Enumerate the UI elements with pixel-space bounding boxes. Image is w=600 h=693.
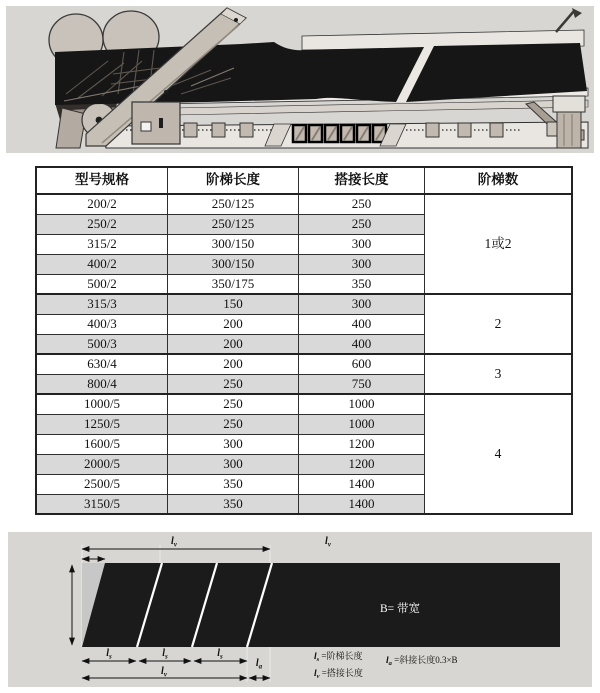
table-cell: 1000/5: [36, 394, 168, 414]
legend-item-ls: $l_s$ =阶梯长度: [314, 651, 363, 663]
table-row: [36, 394, 572, 414]
corner-handle: [556, 8, 582, 32]
dim-label-ls-3: $l_s$: [217, 648, 223, 661]
table-cell: 1600/5: [36, 434, 168, 454]
table-cell: 200: [168, 354, 299, 374]
table-cell: 200: [168, 334, 299, 354]
table-cell: 800/4: [36, 374, 168, 394]
belt-plan-view: [82, 563, 560, 647]
clamp-feet-right: [426, 123, 503, 137]
table-cell: 300: [299, 254, 425, 274]
table-cell: 630/4: [36, 354, 168, 374]
steps-count-cell: 1或2: [425, 194, 573, 294]
table-cell: 300: [168, 454, 299, 474]
spec-table-body: [36, 194, 572, 514]
table-cell: 1000: [299, 414, 425, 434]
table-cell: 300/150: [168, 254, 299, 274]
table-cell: 400/2: [36, 254, 168, 274]
table-cell: 1250/5: [36, 414, 168, 434]
table-cell: 2500/5: [36, 474, 168, 494]
splice-press-illustration: [6, 6, 594, 153]
table-cell: 1400: [299, 474, 425, 494]
table-cell: 250: [299, 214, 425, 234]
table-cell: 250/125: [168, 214, 299, 234]
table-cell: 300: [168, 434, 299, 454]
table-cell: 315/2: [36, 234, 168, 254]
table-row: [36, 354, 572, 374]
steps-count-cell: 4: [425, 394, 573, 514]
dim-label-lv-bottom: $l_v$: [161, 666, 167, 679]
dim-label-ls-2: $l_s$: [162, 648, 168, 661]
table-cell: 200/2: [36, 194, 168, 214]
table-cell: 350: [299, 274, 425, 294]
splice-press-illustration-panel: [6, 6, 594, 153]
table-cell: 600: [299, 354, 425, 374]
dim-label-lv-top: $l_v$: [171, 536, 177, 549]
header-row: [36, 167, 572, 194]
beam-foot-box: [132, 102, 180, 144]
table-cell: 300/150: [168, 234, 299, 254]
table-row: [36, 194, 572, 214]
table-cell: 500/2: [36, 274, 168, 294]
table-cell: 250: [168, 374, 299, 394]
table-cell: 250: [168, 394, 299, 414]
dim-label-lv-floating: $l_v$: [325, 536, 331, 549]
steps-count-cell: 3: [425, 354, 573, 394]
table-cell: 350: [168, 494, 299, 514]
legend-item-lv: $l_v$ =搭接长度: [314, 668, 363, 680]
column-header: 型号规格: [36, 167, 168, 194]
table-cell: 1200: [299, 454, 425, 474]
table-cell: 300: [299, 294, 425, 314]
splice-dimension-diagram: [8, 532, 592, 687]
table-cell: 1000: [299, 394, 425, 414]
table-cell: 1200: [299, 434, 425, 454]
table-cell: 350/175: [168, 274, 299, 294]
table-row: [36, 294, 572, 314]
table-cell: 315/3: [36, 294, 168, 314]
table-cell: 250/2: [36, 214, 168, 234]
table-cell: 350: [168, 474, 299, 494]
diagram-legend: [314, 650, 458, 680]
table-cell: 500/3: [36, 334, 168, 354]
splice-spec-table: [35, 166, 573, 515]
table-cell: 400: [299, 314, 425, 334]
column-header: 阶梯数: [425, 167, 573, 194]
column-header: 阶梯长度: [168, 167, 299, 194]
table-cell: 200: [168, 314, 299, 334]
table-cell: 250: [299, 194, 425, 214]
table-cell: 3150/5: [36, 494, 168, 514]
table-cell: 750: [299, 374, 425, 394]
table-cell: 150: [168, 294, 299, 314]
legend-item-la: $l_a$ =斜接长度0.3×B: [386, 655, 458, 667]
belt-width-label: B= 带宽: [380, 603, 421, 615]
table-cell: 300: [299, 234, 425, 254]
dim-label-ls-1: $l_s$: [106, 648, 112, 661]
splice-dimension-panel: [8, 532, 592, 687]
table-cell: 400: [299, 334, 425, 354]
table-cell: 250/125: [168, 194, 299, 214]
table-cell: 250: [168, 414, 299, 434]
steps-count-cell: 2: [425, 294, 573, 354]
column-header: 搭接长度: [299, 167, 425, 194]
dim-label-la: $l_a$: [255, 658, 263, 671]
table-cell: 2000/5: [36, 454, 168, 474]
table-cell: 400/3: [36, 314, 168, 334]
table-cell: 1400: [299, 494, 425, 514]
